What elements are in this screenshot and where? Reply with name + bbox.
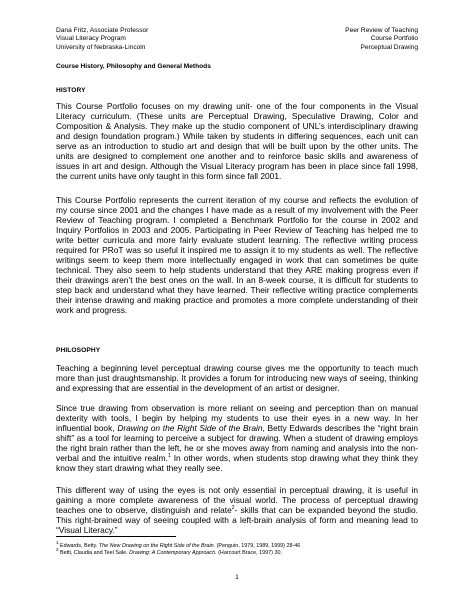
- program-name-line: Peer Review of Teaching: [345, 27, 418, 34]
- author-line: Dana Fritz, Associate Professor: [56, 27, 149, 34]
- paragraph-text: In other words, when students stop drawing what they think they know they start drawing what they really see.: [56, 453, 419, 473]
- philosophy-paragraph-3: [56, 485, 418, 535]
- history-heading: HISTORY: [56, 87, 86, 94]
- philosophy-paragraph-1: Teaching a beginning level perceptual drawing course gives me the opportunity to teach much more than just draughtsmanship. It provides a forum for introducing new ways of seeing, thinking and expressing that are essential in the development of an artist or designer.: [56, 363, 418, 393]
- program-line: Visual Literacy Program: [56, 35, 126, 43]
- footnote-number: 1: [56, 540, 59, 545]
- history-paragraph-1: This Course Portfolio focuses on my drawing unit- one of the four components in the Visual Literacy curriculum. (These units are Perceptual Drawing, Speculative Drawing, Color and Composition & Analysis. They make up the studio component of UNL’s interdisciplinary drawing and design foundation program.) While taken by students in differing sequences, each unit can serve as an introduction to studio art and design that will be built upon by the other units. The units are designed to complement one another and to reinforce basic skills and awareness of issues in art and design. Although the Visual Literacy program has been in place since fall 1998, the current units have only taught in this form since fall 2001.: [56, 101, 418, 181]
- footnote-text: Betti, Claudia and Teel Sale.: [58, 549, 130, 556]
- page-number: 1: [235, 574, 239, 581]
- footnote-ref-2: 2: [231, 505, 235, 512]
- footnote-2: [56, 547, 418, 556]
- paragraph-text: Since true drawing from observation is more reliant on seeing and perception than on manual dexterity with tools, I begin by helping my students to use their eyes in a new way. In her influential book,: [56, 403, 418, 433]
- footnote-ref-1: 1: [167, 453, 171, 460]
- course-line: Perceptual Drawing: [360, 43, 418, 51]
- footnote-divider: [56, 536, 176, 537]
- paragraph-text: This different way of using the eyes is not only essential in perceptual drawing, it is useful in gaining a more complete awareness of the visual world. The process of perceptual drawing teaches one to observe, distinguish and relate: [56, 485, 418, 515]
- footnote-book-title: Drawing: A Contemporary Approach.: [129, 549, 217, 556]
- paragraph-text: , Betty Edwards describes the “right brain shift” as a tool for learning to perceive a subject for drawing. When a student of drawing employs the right brain rather than the left, he or she moves away from naming and analysis into the non-verbal and the intuitive realm.: [56, 423, 418, 463]
- header-left: [56, 27, 148, 52]
- paragraph-text: - skills that can be expanded beyond the studio. This right-brained way of seeing coupled with a left-brain analysis of form and meaning lead to “Visual Literacy.”: [56, 505, 418, 535]
- footnote-book-title: The New Drawing on the Right Side of the Brain.: [98, 542, 216, 549]
- book-title: Drawing on the Right Side of the Brain: [117, 423, 263, 433]
- header-right: [345, 27, 418, 52]
- footnote-number: 2: [56, 547, 59, 552]
- page-title: Course History, Philosophy and General Methods: [56, 63, 211, 70]
- portfolio-line: Course Portfolio: [370, 35, 418, 43]
- footnote-text: (Penguin, 1979, 1989, 1999) 28-46: [215, 542, 301, 549]
- footnote-text: Edwards, Betty.: [58, 542, 99, 549]
- philosophy-paragraph-2: [56, 403, 418, 473]
- history-paragraph-2: This Course Portfolio represents the current iteration of my course and reflects the evolution of my course since 2001 and the changes I have made as a result of my involvement with the Peer Review of Teaching program. I completed a Benchmark Portfolio for the course in 2002 and Inquiry Portfolios in 2003 and 2005. Participating in Peer Review of Teaching has helped me to write better curricula and more fairly evaluate student learning. The reflective writing process required for PRoT was so useful it inspired me to assign it to my students as well. The reflective writings seem to keep them more intellectually engaged in work that can sometimes be quite technical. They also seem to help students understand that they ARE making progress even if their drawings aren’t the best ones on the wall. In an 8-week course, it is difficult for students to step back and understand what they have learned. Their reflective writing practice complements their intense drawing and making practice and promotes a more complete understanding of their work and progress.: [56, 195, 418, 315]
- philosophy-heading: PHILOSOPHY: [56, 347, 101, 354]
- footnote-text: (Harcourt Brace, 1997) 30.: [216, 549, 282, 556]
- university-line: University of Nebraska-Lincoln: [56, 43, 146, 51]
